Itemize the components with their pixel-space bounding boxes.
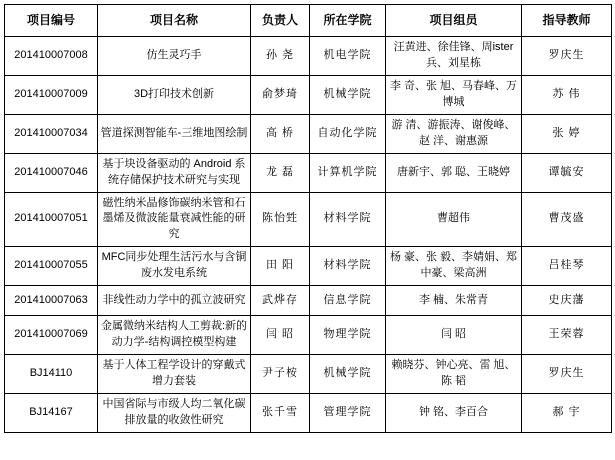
cell-members: 赖晓芬、钟心亮、雷 旭、陈 韬 <box>386 355 522 394</box>
cell-leader: 俞梦琦 <box>251 75 310 114</box>
cell-code: BJ14167 <box>5 393 98 432</box>
table-row <box>5 153 612 192</box>
cell-code: 201410007046 <box>5 153 98 192</box>
table-row <box>5 75 612 114</box>
table-row <box>5 286 612 316</box>
cell-advisor: 吕桂琴 <box>522 247 612 286</box>
table-body <box>5 37 612 433</box>
cell-leader: 田 阳 <box>251 247 310 286</box>
cell-college: 材料学院 <box>310 247 386 286</box>
table-header-row <box>5 5 612 37</box>
cell-advisor: 罗庆生 <box>522 355 612 394</box>
cell-name: MFC同步处理生活污水与含铜废水发电系统 <box>98 247 251 286</box>
cell-college: 计算机学院 <box>310 153 386 192</box>
column-header-advisor: 指导教师 <box>522 5 612 37</box>
cell-college: 自动化学院 <box>310 114 386 153</box>
table-row <box>5 316 612 355</box>
cell-members: 杨 豪、张 毅、李婧娟、郑中豪、梁高洲 <box>386 247 522 286</box>
cell-advisor: 张 婷 <box>522 114 612 153</box>
cell-code: 201410007009 <box>5 75 98 114</box>
cell-name: 3D打印技术创新 <box>98 75 251 114</box>
cell-name: 仿生灵巧手 <box>98 37 251 76</box>
cell-college: 管理学院 <box>310 393 386 432</box>
table-row <box>5 114 612 153</box>
column-header-name: 项目名称 <box>98 5 251 37</box>
table-header <box>5 5 612 37</box>
cell-code: 201410007051 <box>5 192 98 247</box>
cell-advisor: 王荣蓉 <box>522 316 612 355</box>
cell-code: BJ14110 <box>5 355 98 394</box>
cell-college: 材料学院 <box>310 192 386 247</box>
cell-name: 管道探测智能车-三维地图绘制 <box>98 114 251 153</box>
cell-members: 李 奇、张 旭、马春峰、万博城 <box>386 75 522 114</box>
column-header-college: 所在学院 <box>310 5 386 37</box>
cell-college: 机械学院 <box>310 75 386 114</box>
column-header-code: 项目编号 <box>5 5 98 37</box>
cell-name: 中国省际与市级人均二氧化碳排放量的收敛性研究 <box>98 393 251 432</box>
column-header-leader: 负责人 <box>251 5 310 37</box>
cell-code: 201410007008 <box>5 37 98 76</box>
cell-advisor: 史庆藩 <box>522 286 612 316</box>
cell-advisor: 郝 宇 <box>522 393 612 432</box>
cell-leader: 陈怡甡 <box>251 192 310 247</box>
cell-leader: 孙 尧 <box>251 37 310 76</box>
project-table <box>4 4 612 433</box>
cell-code: 201410007055 <box>5 247 98 286</box>
cell-advisor: 曹茂盛 <box>522 192 612 247</box>
cell-name: 磁性纳米晶修饰碳纳米管和石墨烯及微波能量衰减性能的研究 <box>98 192 251 247</box>
table-row <box>5 192 612 247</box>
cell-name: 基于块设备驱动的 Android 系统存储保护技术研究与实现 <box>98 153 251 192</box>
cell-name: 金属微纳米结构人工剪裁:新的动力学-结构调控模型构建 <box>98 316 251 355</box>
cell-members: 曹超伟 <box>386 192 522 247</box>
cell-advisor: 苏 伟 <box>522 75 612 114</box>
table-row <box>5 37 612 76</box>
cell-leader: 龙 磊 <box>251 153 310 192</box>
cell-code: 201410007034 <box>5 114 98 153</box>
cell-members: 唐新宇、郭 聪、王晓婷 <box>386 153 522 192</box>
cell-advisor: 罗庆生 <box>522 37 612 76</box>
table-row <box>5 247 612 286</box>
cell-leader: 高 桥 <box>251 114 310 153</box>
column-header-members: 项目组员 <box>386 5 522 37</box>
cell-college: 信息学院 <box>310 286 386 316</box>
cell-members: 钟 铭、李百合 <box>386 393 522 432</box>
table-row <box>5 355 612 394</box>
cell-college: 机械学院 <box>310 355 386 394</box>
table-row <box>5 393 612 432</box>
cell-members: 李 楠、朱常青 <box>386 286 522 316</box>
cell-leader: 张千雪 <box>251 393 310 432</box>
cell-members: 汪黄进、徐佳锋、周ister兵、刘星栋 <box>386 37 522 76</box>
cell-members: 游 清、游振涛、谢俊峰、赵 洋、谢惠源 <box>386 114 522 153</box>
cell-name: 基于人体工程学设计的穿戴式增力套装 <box>98 355 251 394</box>
cell-leader: 闫 昭 <box>251 316 310 355</box>
cell-name: 非线性动力学中的孤立波研究 <box>98 286 251 316</box>
cell-college: 机电学院 <box>310 37 386 76</box>
cell-college: 物理学院 <box>310 316 386 355</box>
cell-code: 201410007069 <box>5 316 98 355</box>
cell-members: 闫 昭 <box>386 316 522 355</box>
cell-code: 201410007063 <box>5 286 98 316</box>
cell-leader: 尹子桉 <box>251 355 310 394</box>
cell-leader: 武烨存 <box>251 286 310 316</box>
cell-advisor: 谭毓安 <box>522 153 612 192</box>
